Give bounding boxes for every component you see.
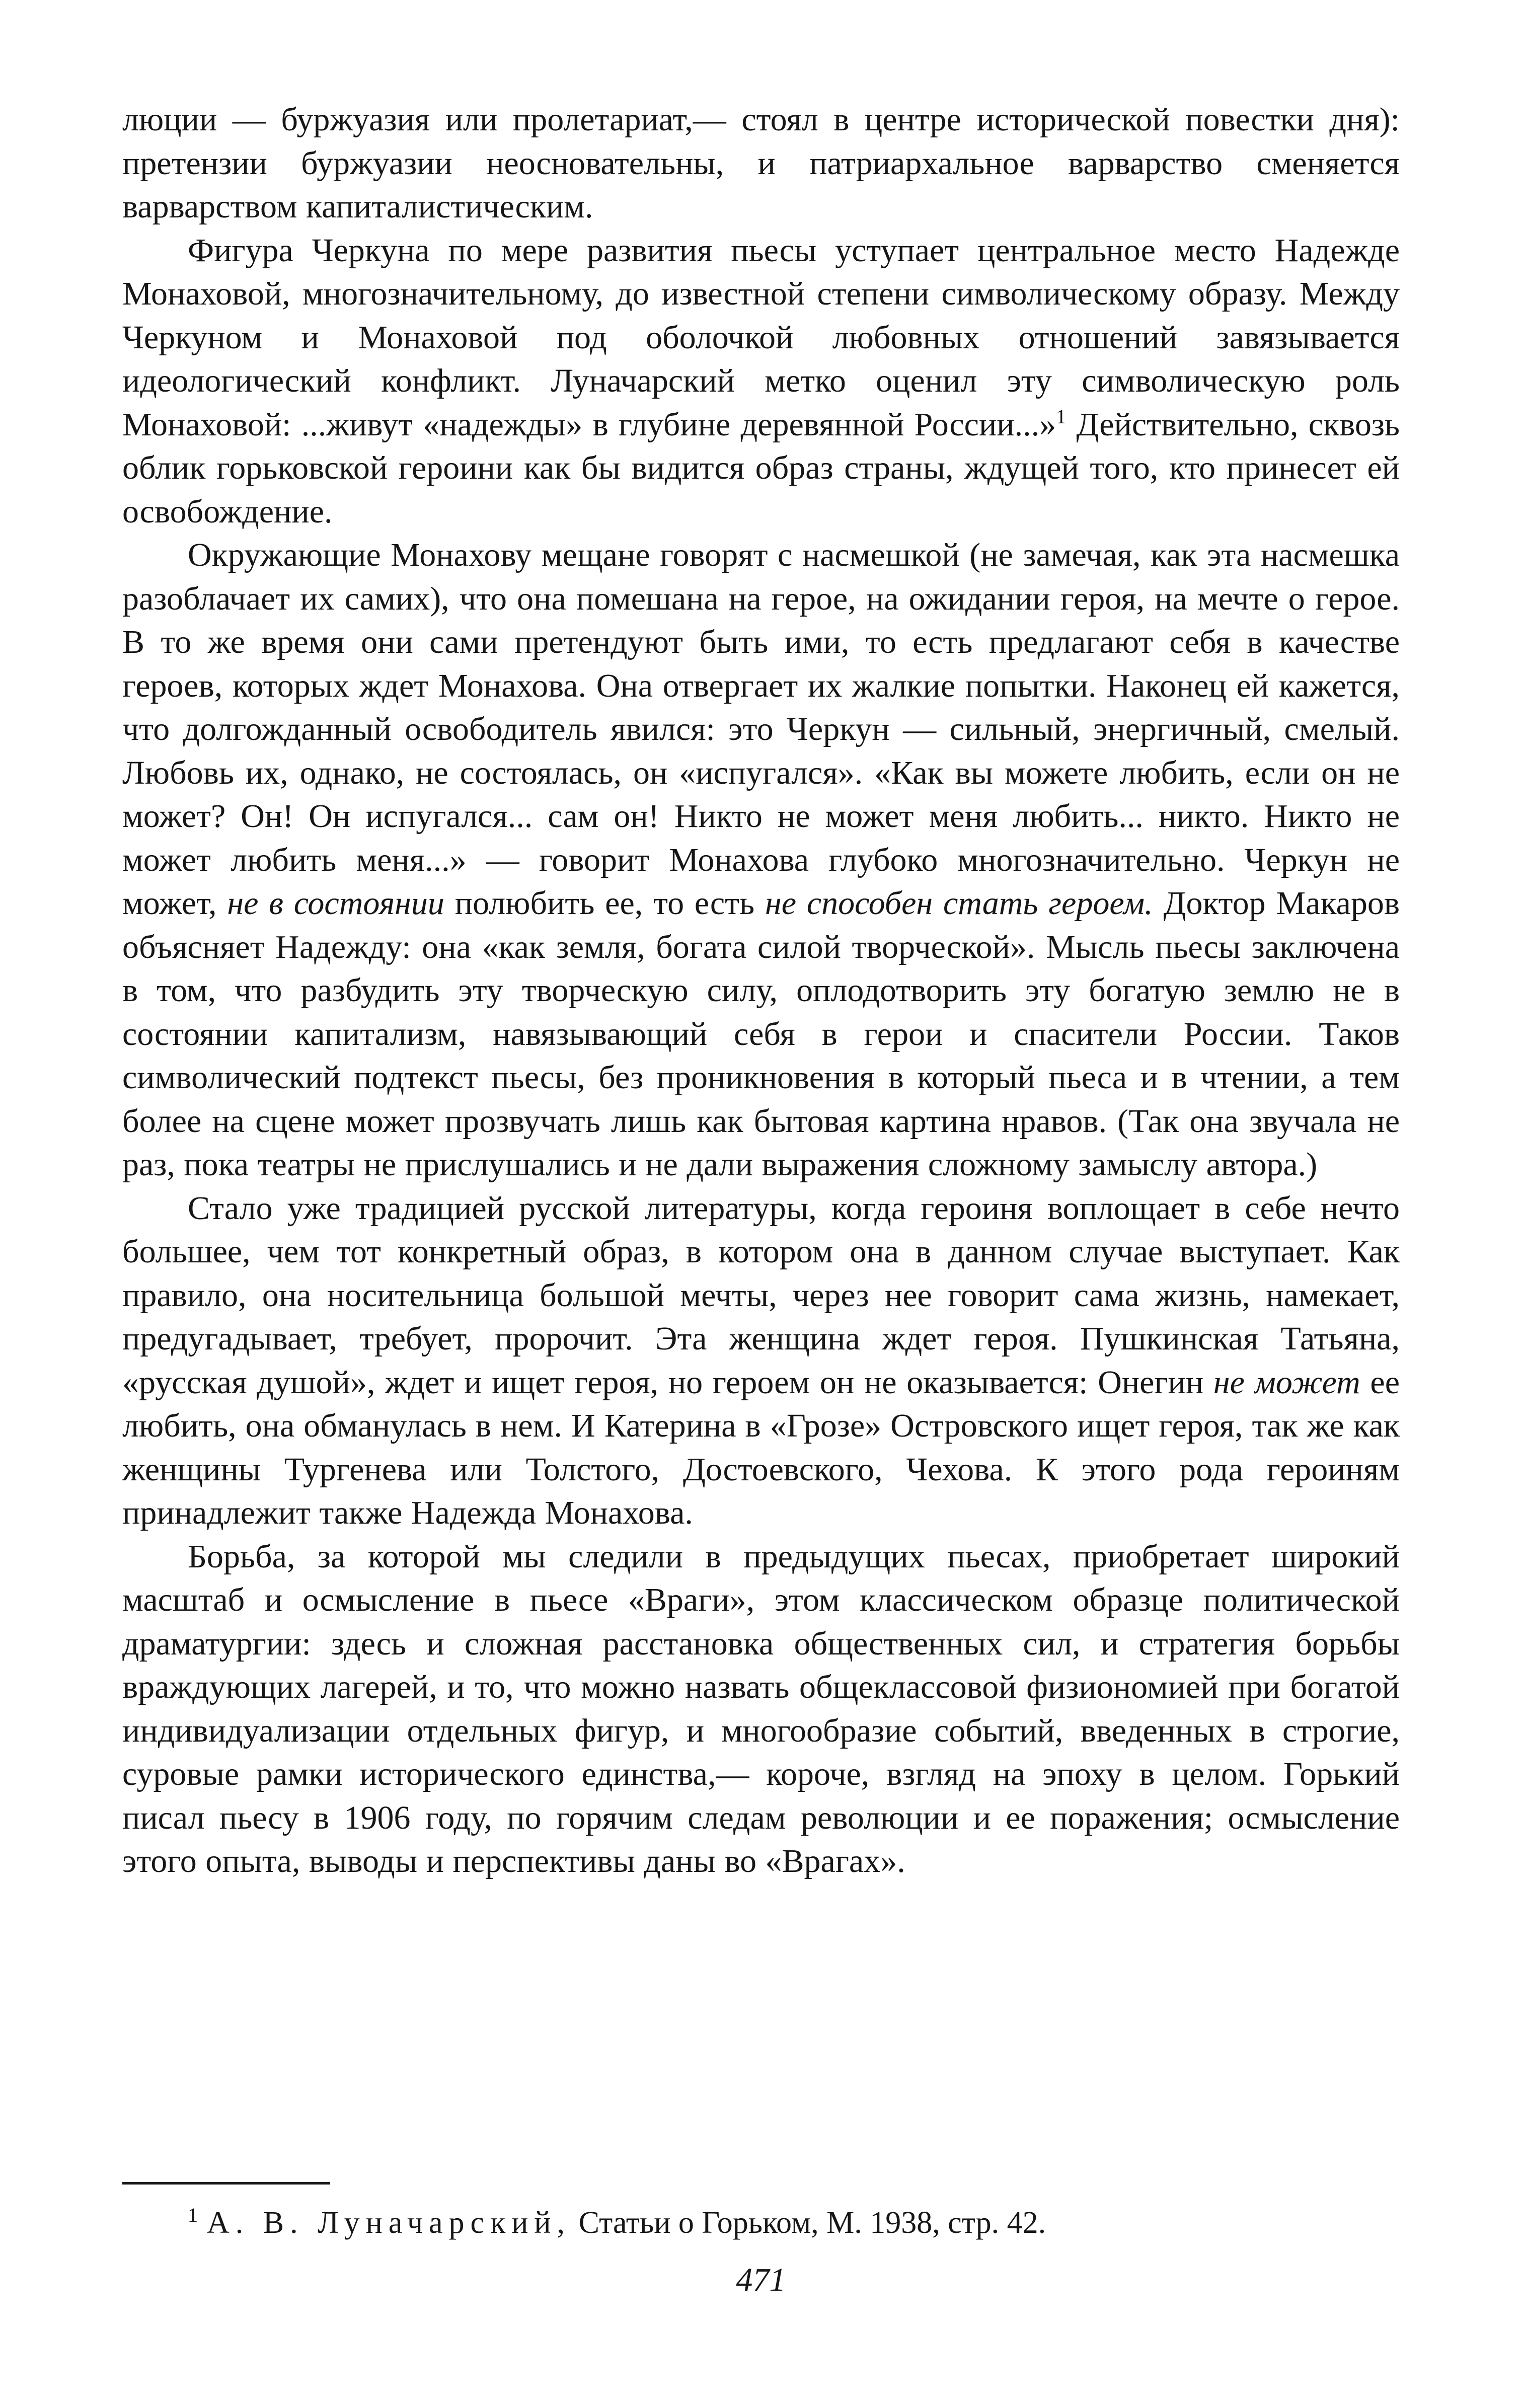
footnote (188, 2203, 1400, 2243)
paragraph-3-middle: полюбить ее, то есть (444, 885, 765, 922)
paragraph-2 (122, 229, 1400, 534)
main-text (122, 98, 1400, 1884)
paragraph-3-tail: Доктор Макаров объясняет Надежду: она «как земля, богата силой творческой». Мысль пьесы заключена в том, что разбудить эту творческую силу, оплодотворить эту богатую землю не в состоянии капитализм, навязывающий себя в герои и спасители России. Таков символический подтекст пьесы, без проникновения в который пьеса и в чтении, а тем более на сцене может прозвучать лишь как бытовая картина нравов. (Так она звучала не раз, пока театры не прислушались и не дали выражения сложному замыслу автора.) (122, 885, 1400, 1183)
footnote-text: Статьи о Горьком, М. 1938, стр. 42. (571, 2206, 1046, 2240)
footnote-mark: 1 (188, 2204, 198, 2226)
footnote-reference: 1 (1056, 405, 1067, 428)
page-number: 471 (736, 2262, 786, 2298)
paragraph-4 (122, 1187, 1400, 1535)
paragraph-3-emphasis-2: не способен стать героем. (765, 885, 1153, 922)
footnote-author: А. В. Луначарский, (207, 2206, 571, 2240)
paragraph-2-text: Фигура Черкуна по мере развития пьесы уступает центральное место Надежде Монаховой, многозначительному, до известной степени символическому образу. Между Черкуном и Монаховой под оболочкой любовных отношений завязывается идеологический конфликт. Луначарский метко оценил эту символическую роль Монаховой: ...живут «надежды» в глубине деревянной России...» (122, 232, 1400, 443)
paragraph-3-text: Окружающие Монахову мещане говорят с насмешкой (не замечая, как эта насмешка разоблачает их самих), что она помешана на герое, на ожидании героя, на мечте о герое. В то же время они сами претендуют быть ими, то есть предлагают себя в качестве героев, которых ждет Монахова. Она отвергает их жалкие попытки. Наконец ей кажется, что долгожданный освободитель явился: это Черкун — сильный, энергичный, смелый. Любовь их, однако, не состоялась, он «испугался». «Как вы можете любить, если он не может? Он! Он испугался... сам он! Никто не может меня любить... никто. Никто не может любить меня...» — говорит Монахова глубоко многозначительно. Черкун не может, (122, 537, 1400, 922)
paragraph-5: Борьба, за которой мы следили в предыдущих пьесах, приобретает широкий масштаб и осмысление в пьесе «Враги», этом классическом образце политической драматургии: здесь и сложная расстановка общественных сил, и стратегия борьбы враждующих лагерей, и то, что можно назвать общеклассовой физиономией при богатой индивидуализации отдельных фигур, и многообразие событий, введенных в строгие, суровые рамки исторического единства,— короче, взгляд на эпоху в целом. Горький писал пьесу в 1906 году, по горячим следам революции и ее поражения; осмысление этого опыта, выводы и перспективы даны во «Врагах». (122, 1538, 1400, 1879)
paragraph-3-emphasis-1: не в состоянии (227, 885, 444, 922)
paragraph-3 (122, 534, 1400, 1187)
footnote-divider (122, 2182, 330, 2185)
paragraph-4-tail: ее любить, она обманулась в нем. И Катерина в «Грозе» Островского ищет героя, так же как женщины Тургенева или Толстого, Достоевского, Чехова. К этого рода героиням принадлежит также Надежда Монахова. (122, 1364, 1400, 1531)
paragraph-4-text: Стало уже традицией русской литературы, когда героиня воплощает в себе нечто большее, чем тот конкретный образ, в котором она в данном случае выступает. Как правило, она носительница большой мечты, через нее говорит сама жизнь, намекает, предугадывает, требует, пророчит. Эта женщина ждет героя. Пушкинская Татьяна, «русская душой», ждет и ищет героя, но героем он не оказывается: Онегин (122, 1189, 1400, 1401)
paragraph-4-emphasis: не может (1213, 1364, 1360, 1401)
paragraph-2-continuation: Действительно, сквозь облик горьковской героини как бы видится образ страны, ждущей того, кто принесет ей освобождение. (122, 406, 1400, 530)
paragraph-1: люции — буржуазия или пролетариат,— стоял в центре исторической повестки дня): претензии буржуазии неосновательны, и патриархальное варварство сменяется варварством капиталистическим. (122, 101, 1400, 225)
